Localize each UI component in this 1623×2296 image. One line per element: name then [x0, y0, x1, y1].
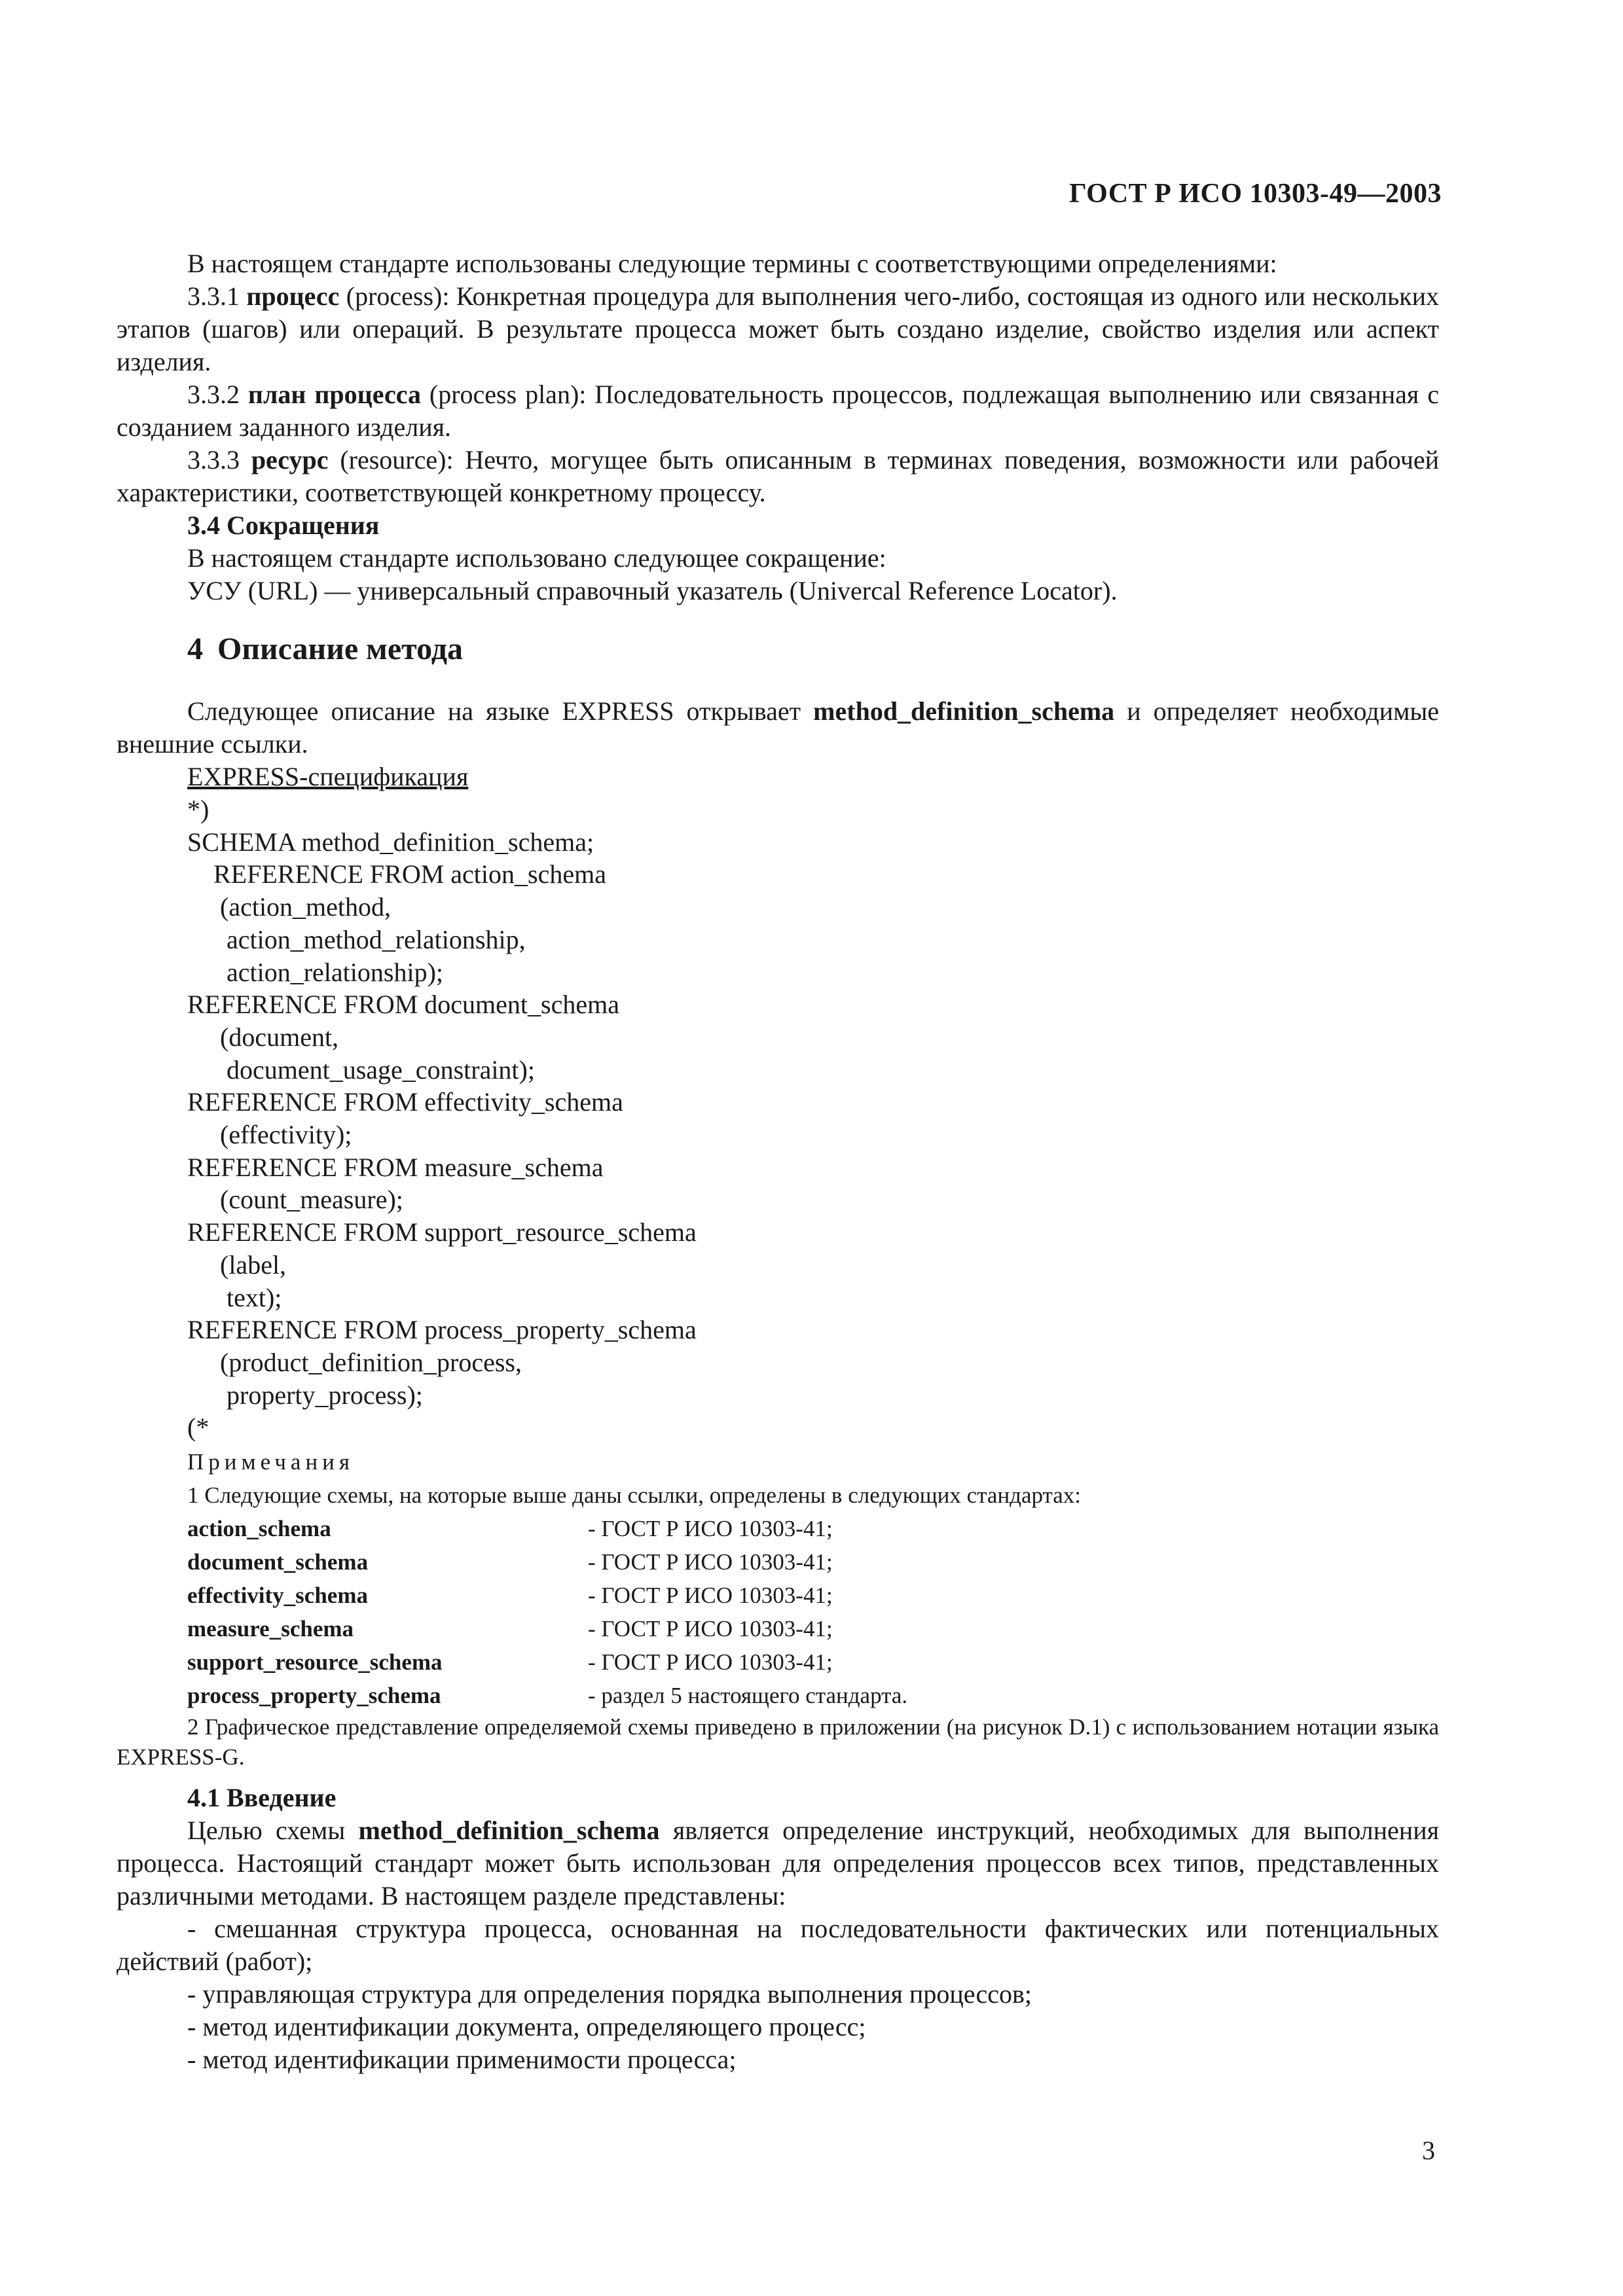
abbrev-heading: 3.4 Сокращения [187, 511, 380, 540]
reference-row [117, 1579, 1439, 1612]
paragraph-text: Следующее описание на языке EXPRESS открывает [187, 696, 801, 726]
term-item [117, 444, 1439, 509]
paragraph-text: является определение инструкций, необходимых для выполнения процесса. Настоящий стандарт может быть использован для определения процессов всех типов, представленных различными методами. В настоящем разделе представлены: [117, 1816, 1439, 1911]
reference-row [117, 1679, 1439, 1712]
schema-name: method_definition_schema [813, 696, 1115, 726]
schema-name: action_schema [187, 1516, 331, 1542]
schema-name: effectivity_schema [187, 1583, 368, 1609]
term-english: (resource): [340, 445, 454, 475]
term-definition: Конкретная процедура для выполнения чего-либо, состоящая из одного или нескольких этапов (шагов) или операций. В результате процесса может быть создано изделие, свойство изделия или аспект изделия. [117, 281, 1440, 376]
reference-row [117, 1545, 1439, 1579]
section-paragraph [117, 1814, 1439, 1912]
spec-label-text: EXPRESS-спецификация [187, 762, 469, 791]
section-title: Описание метода [217, 632, 463, 666]
section-paragraph [117, 695, 1439, 761]
term-number: 3.3.3 [187, 445, 240, 475]
note-1: 1 Следующие схемы, на которые выше даны ссылки, определены в следующих стандартах: [187, 1482, 1082, 1509]
term-english: (process plan): [429, 380, 587, 409]
schema-source: - ГОСТ Р ИСО 10303-41; [588, 1549, 833, 1575]
page-header-title: ГОСТ Р ИСО 10303-49—2003 [1068, 179, 1442, 209]
list-item: - метод идентификации документа, определяющего процесс; [187, 2012, 866, 2042]
page-content [117, 247, 1439, 2076]
spec-label [117, 761, 1439, 793]
subsection-heading: 4.1 Введение [187, 1783, 337, 1813]
schema-name: document_schema [187, 1549, 369, 1575]
term-english: (process): [346, 281, 450, 311]
schema-source: - ГОСТ Р ИСО 10303-41; [588, 1583, 833, 1609]
notes-heading: Примечания [187, 1449, 355, 1475]
paragraph-text: и определяет необходимые внешние ссылки. [117, 696, 1440, 759]
note-2: 2 Графическое представление определяемой схемы приведено в приложении (на рисунок D.1) с использованием нотации языка EXPRESS-G. [117, 1714, 1439, 1770]
schema-name: process_property_schema [187, 1683, 441, 1709]
schema-name: measure_schema [187, 1616, 354, 1642]
term-definition: Последовательность процессов, подлежащая выполнению или связанная с созданием заданного изделия. [117, 380, 1439, 442]
schema-source: - ГОСТ Р ИСО 10303-41; [588, 1649, 833, 1676]
term-number: 3.3.1 [187, 281, 240, 311]
schema-name: support_resource_schema [187, 1649, 443, 1676]
term-item [117, 378, 1439, 444]
term-item [117, 280, 1439, 378]
reference-row [117, 1512, 1439, 1545]
schema-source: - раздел 5 настоящего стандарта. [588, 1683, 908, 1709]
list-item: - управляющая структура для определения порядка выполнения процессов; [187, 1979, 1032, 2009]
term-number: 3.3.2 [187, 380, 240, 409]
section-number: 4 [187, 632, 203, 666]
schema-source: - ГОСТ Р ИСО 10303-41; [588, 1516, 833, 1542]
reference-row [117, 1645, 1439, 1679]
reference-row [117, 1612, 1439, 1645]
term-name: план процесса [247, 380, 421, 409]
section-heading [117, 630, 1439, 669]
schema-name: method_definition_schema [358, 1816, 660, 1846]
term-name: ресурс [251, 445, 329, 475]
express-code-block: *) SCHEMA method_definition_schema; REFERENCE FROM action_schema (action_method, action_method_relationship, action_relationship); REFERENCE FROM document_schema (document, document_usage_constraint); REFERENCE FROM effectivity_schema (effectivity); REFERENCE FROM measure_schema (count_measure); REFERENCE FROM support_resource_schema (label, text); REFERENCE FROM process_property_schema (product_definition_process, property_process); (* [187, 795, 697, 1443]
page-number: 3 [1422, 2136, 1435, 2165]
terms-intro: В настоящем стандарте использованы следующие термины с соответствующими определениями: [187, 249, 1277, 278]
paragraph-text: Целью схемы [187, 1816, 346, 1846]
schema-source: - ГОСТ Р ИСО 10303-41; [588, 1616, 833, 1642]
abbrev-item: УСУ (URL) — универсальный справочный указатель (Univercal Reference Locator). [187, 576, 1118, 605]
list-item: - метод идентификации применимости процесса; [187, 2045, 737, 2075]
abbrev-intro: В настоящем стандарте использовано следующее сокращение: [187, 543, 886, 573]
notes-block [117, 1445, 1439, 1772]
term-name: процесс [246, 281, 340, 311]
list-item: - смешанная структура процесса, основанная на последовательности фактических или потенциальных действий (работ); [117, 1914, 1439, 1977]
term-definition: Нечто, могущее быть описанным в терминах поведения, возможности или рабочей характеристики, соответствующей конкретному процессу. [117, 445, 1440, 507]
